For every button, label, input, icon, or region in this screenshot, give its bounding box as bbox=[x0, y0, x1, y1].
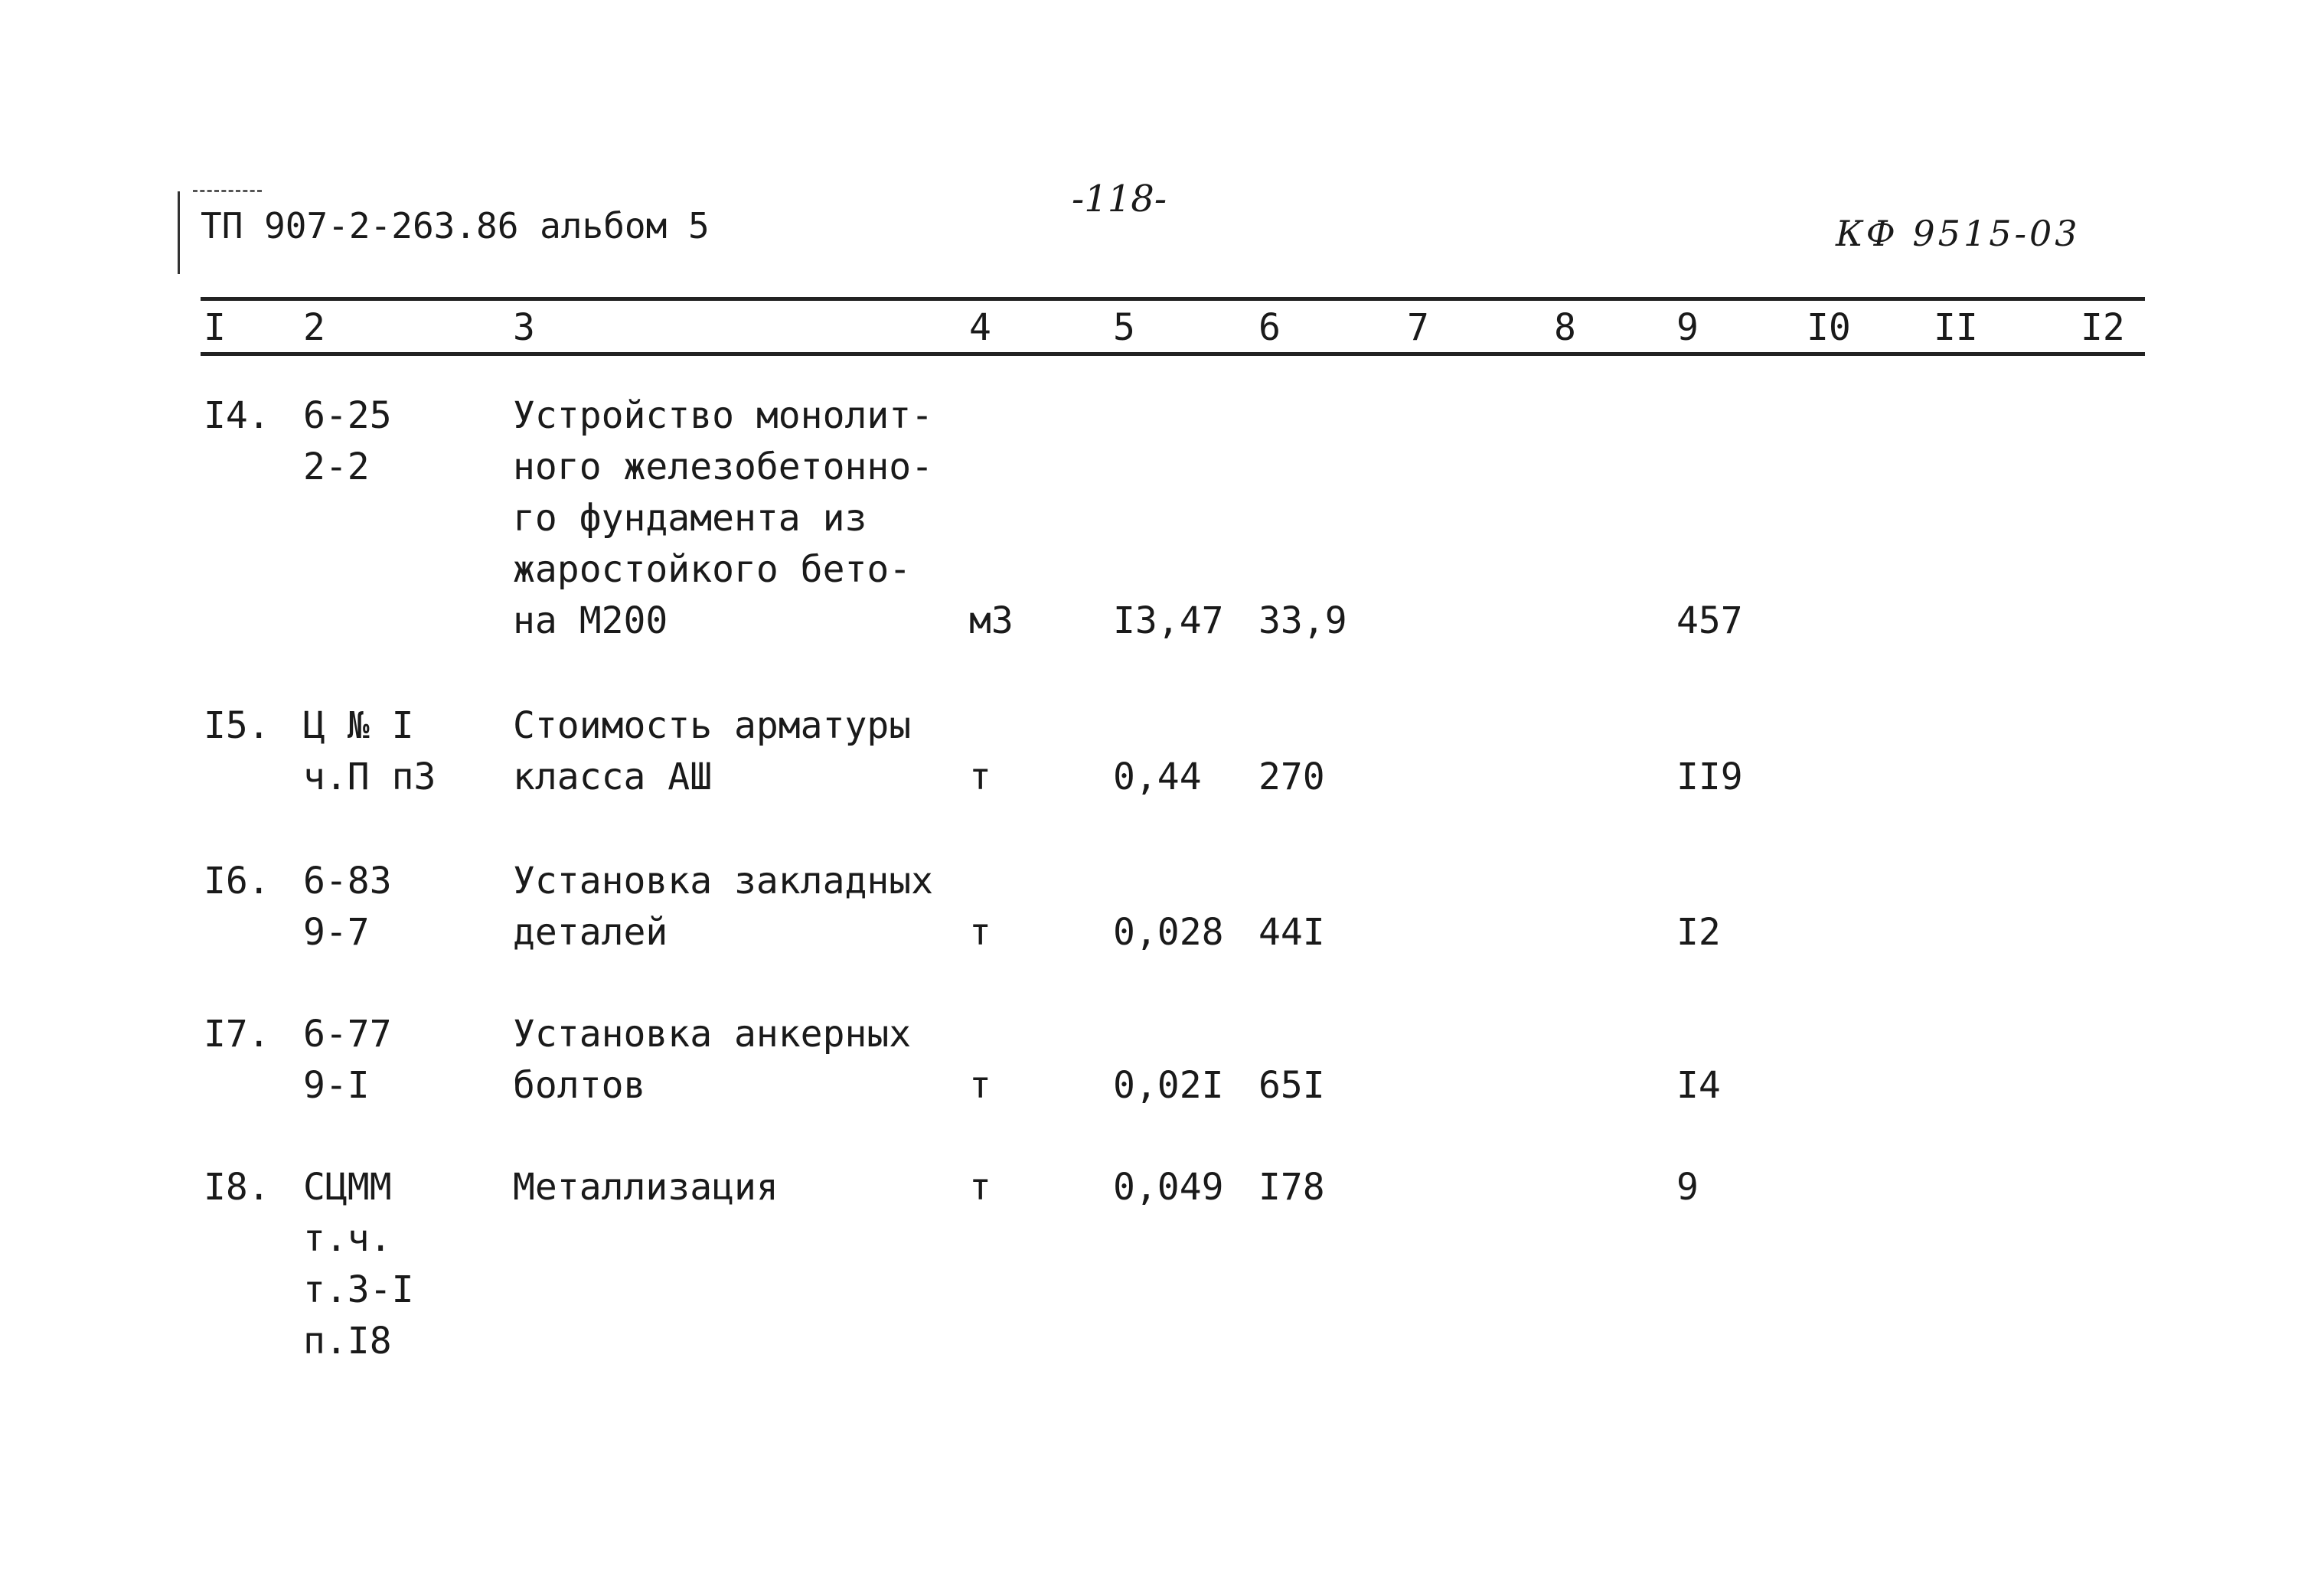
column-number-10: I0 bbox=[1807, 306, 1851, 349]
table-header-rule bbox=[201, 352, 2145, 356]
norm-code: Ц № I ч.П п3 bbox=[303, 704, 436, 798]
unit-price: 65I bbox=[1258, 1064, 1325, 1107]
total-cost: 9 bbox=[1676, 1166, 1699, 1209]
page-number: -118- bbox=[1072, 178, 1167, 220]
row-number: I7. bbox=[204, 1013, 270, 1056]
unit: м3 bbox=[969, 599, 1014, 642]
column-number-9: 9 bbox=[1676, 306, 1699, 349]
column-number-7: 7 bbox=[1407, 306, 1429, 349]
row-number: I6. bbox=[204, 860, 270, 902]
row-number: I5. bbox=[204, 704, 270, 747]
unit: т bbox=[969, 1166, 991, 1209]
column-number-8: 8 bbox=[1554, 306, 1576, 349]
unit-price: 44I bbox=[1258, 911, 1325, 954]
quantity: 0,049 bbox=[1113, 1166, 1224, 1209]
column-number-5: 5 bbox=[1113, 306, 1135, 349]
work-description: Стоимость арматуры класса АШ bbox=[513, 704, 912, 798]
column-number-2: 2 bbox=[303, 306, 325, 349]
quantity: 0,02I bbox=[1113, 1064, 1224, 1107]
margin-mark bbox=[178, 191, 180, 274]
quantity: 0,028 bbox=[1113, 911, 1224, 954]
unit-price: 270 bbox=[1258, 756, 1325, 798]
unit: т bbox=[969, 911, 991, 954]
unit: т bbox=[969, 1064, 991, 1107]
column-number-4: 4 bbox=[969, 306, 991, 349]
unit: т bbox=[969, 756, 991, 798]
work-description: Устройство монолит- ного железобетонно- го фундамента из жаростойкого бето- на М200 bbox=[513, 394, 934, 642]
total-cost: 457 bbox=[1676, 599, 1743, 642]
unit-price: I78 bbox=[1258, 1166, 1325, 1209]
work-description: Металлизация bbox=[513, 1166, 779, 1209]
total-cost: I4 bbox=[1676, 1064, 1721, 1107]
row-number: I8. bbox=[204, 1166, 270, 1209]
norm-code: СЦММ т.ч. т.3-I п.I8 bbox=[303, 1166, 414, 1363]
margin-dash bbox=[193, 190, 262, 194]
row-number: I4. bbox=[204, 394, 270, 437]
total-cost: II9 bbox=[1676, 756, 1743, 798]
quantity: 0,44 bbox=[1113, 756, 1202, 798]
work-description: Установка закладных деталей bbox=[513, 860, 934, 954]
norm-code: 6-83 9-7 bbox=[303, 860, 392, 954]
column-number-1: I bbox=[204, 306, 226, 349]
work-description: Установка анкерных болтов bbox=[513, 1013, 912, 1107]
doc-code: ТП 907-2-263.86 альбом 5 bbox=[201, 205, 710, 246]
column-number-12: I2 bbox=[2081, 306, 2125, 349]
quantity: I3,47 bbox=[1113, 599, 1224, 642]
total-cost: I2 bbox=[1676, 911, 1721, 954]
column-number-6: 6 bbox=[1258, 306, 1281, 349]
column-number-11: II bbox=[1934, 306, 1978, 349]
norm-code: 6-25 2-2 bbox=[303, 394, 392, 488]
norm-code: 6-77 9-I bbox=[303, 1013, 392, 1107]
column-number-3: 3 bbox=[513, 306, 535, 349]
unit-price: 33,9 bbox=[1258, 599, 1347, 642]
table-top-rule bbox=[201, 297, 2145, 301]
ref-code: КФ 9515-03 bbox=[1836, 213, 2081, 254]
